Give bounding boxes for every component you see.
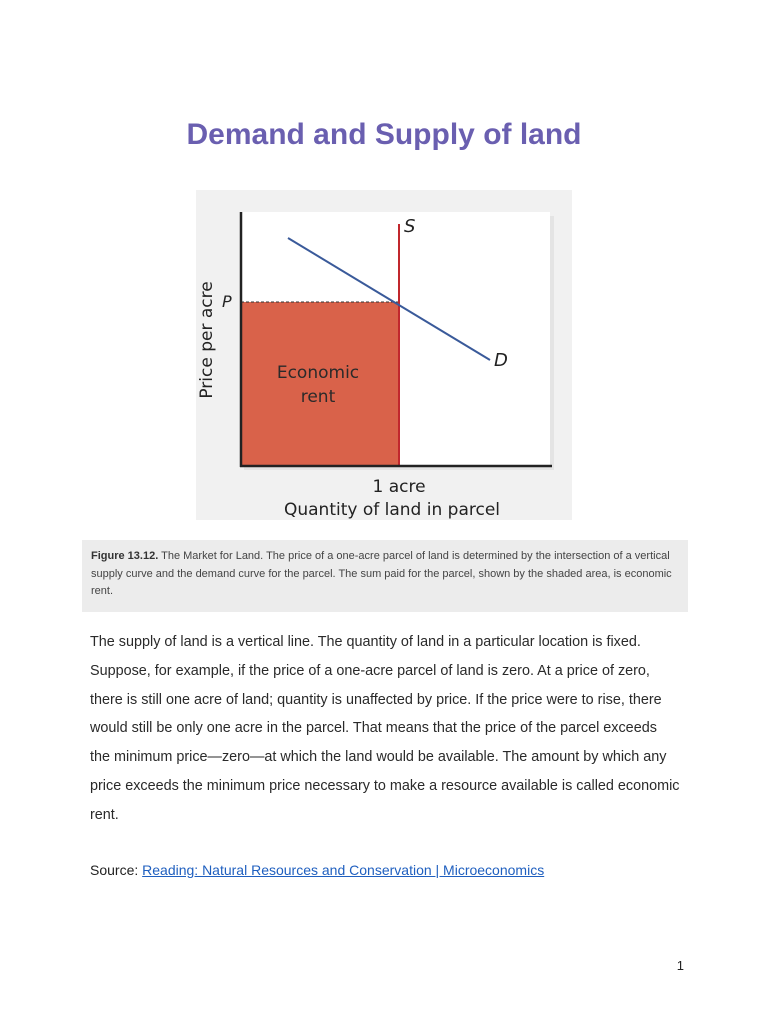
price-label: P [222,292,232,311]
figure-caption [82,540,688,612]
demand-label: D [494,350,508,371]
supply-label: S [404,216,416,237]
land-market-diagram [196,190,572,520]
x-axis-label: Quantity of land in parcel [283,500,501,520]
page-number: 1 [676,958,684,973]
caption-label: Figure 13.12. [91,550,159,562]
source-label: Source: [90,862,143,878]
source-link[interactable]: Reading: Natural Resources and Conservation | Microeconomics [142,862,545,878]
economic-rent-area [241,302,399,466]
source-line [90,862,690,878]
page-title: Demand and Supply of land [186,118,582,151]
caption-text: The Market for Land. The price of a one-acre parcel of land is determined by the intersection of a vertical supply curve and the demand curve for the parcel. The sum paid for the parcel, shown by the shaded area, is economic rent. [91,550,672,597]
y-axis-label: Price per acre [197,281,217,399]
body-paragraph: The supply of land is a vertical line. The quantity of land in a particular location is fixed. Suppose, for example, if the price of a one-acre parcel of land is zero. At a price of zero, there is still one acre of land; quantity is unaffected by price. If the price were to rise, there would still be only one acre in the parcel. That means that the price of the parcel exceeds the minimum price—zero—at which the land would be available. The amount by which any price exceeds the minimum price necessary to make a resource available is called economic rent. [90,634,680,823]
figure-land-market [196,190,572,520]
economic-rent-label-line1: Economic [276,363,360,383]
economic-rent-label-line2: rent [300,387,336,407]
x-tick-label: 1 acre [372,477,426,497]
